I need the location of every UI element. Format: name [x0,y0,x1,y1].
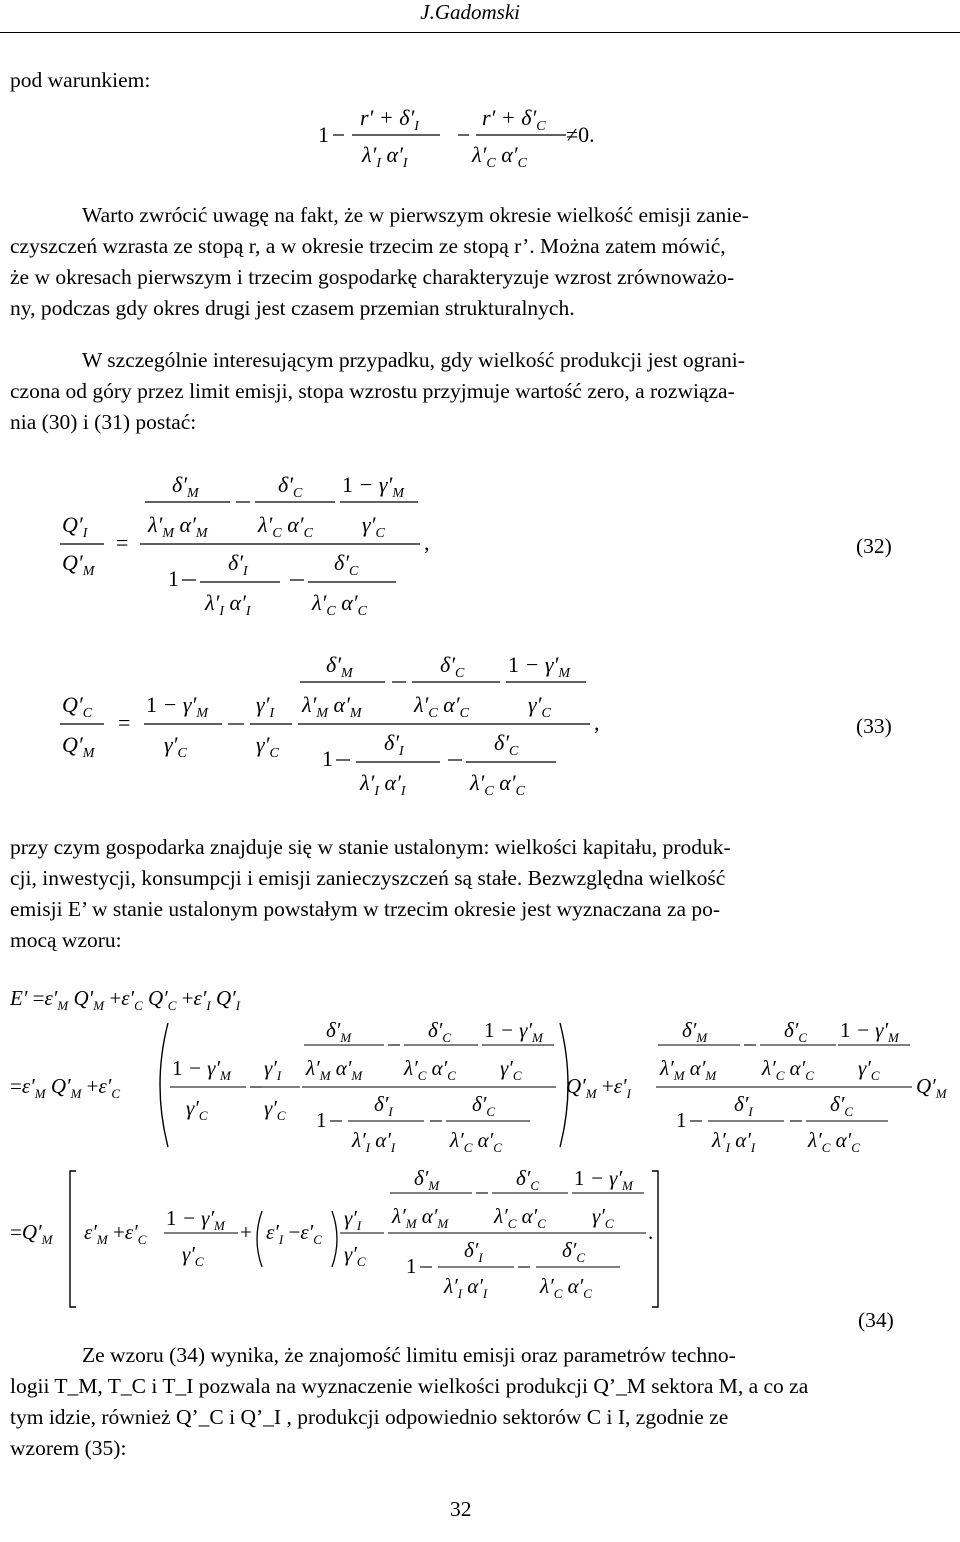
svg-text:,: , [594,710,600,735]
svg-text:λ′C α′C: $\lambda'_C$ $\alpha'_C$ [808,1128,860,1155]
p3-line-3: emisji E’ w stanie ustalonym powstałym w trzecim okresie jest wyznaczana za po- [10,897,721,921]
svg-text:Q′M: $Q'_M$ [62,732,95,761]
header-author: J.Gadomski [420,0,520,24]
p4-line-1: Ze wzoru (34) wynika, że znajomość limitu emisji oraz parametrów techno- [82,1343,736,1367]
svg-text:λ′I α′I: $\lambda'_I$ $\alpha'_I$ [444,1274,488,1301]
svg-text:Q′I: $Q'_I$ [62,512,88,541]
svg-text:λ′C α′C: $\lambda'_C$ $\alpha'_C$ [258,512,313,541]
paragraph-2 [10,345,912,438]
svg-text:1 − γ′M: $1 - \gamma'_M$ [574,1166,633,1193]
svg-text:=: = [118,710,131,735]
p2-line-2: czona od góry przez limit emisji, stopa wzrostu przyjmuje wartość zero, a rozwiąza- [10,379,735,403]
svg-text:λ′I α′I: $\lambda'_I$ $\alpha'_I$ [360,770,406,799]
p3-line-4: mocą wzoru: [10,928,122,952]
svg-text:γ′C: $\gamma'_C$ [344,1242,366,1269]
p4-line-4: wzorem (35): [10,1436,127,1460]
svg-text:γ′I: $\gamma'_I$ [264,1056,282,1083]
svg-text:Q′M: $Q'_M$ [916,1074,947,1101]
svg-text:=Q′M: $=Q'_M$ [10,1220,53,1247]
svg-text:+: + [240,1220,252,1244]
svg-text:δ′C: $\delta'_C$ [334,550,359,579]
svg-text:λ′C α′C: $\lambda'_C$ $\alpha'_C$ [414,692,469,721]
svg-text:δ′M: $\delta'_M$ [682,1018,708,1045]
equation-33 [0,640,960,810]
svg-text:=ε′M Q′M +ε′C: $=\varepsilon'_M$ $Q'_M +\varepsilon'_C$ [10,1074,121,1101]
svg-text:δ′C: $\delta'_C$ [440,652,465,681]
p2-line-3: nia (30) i (31) postać: [10,410,197,434]
svg-text:δ′M: $\delta'_M$ [414,1166,440,1193]
svg-text:,: , [424,530,430,555]
equation-33-svg [0,640,960,810]
svg-text:λ′C α′C: $\lambda'_C$ $\alpha'_C$ [470,770,525,799]
svg-text:≠0.: ≠0. [566,122,595,147]
svg-text:δ′C: $\delta'_C$ [516,1166,540,1193]
svg-text:.: . [648,1220,654,1244]
svg-text:1: 1 [318,122,329,147]
svg-text:λ′M α′M: $\lambda'_M$ $\alpha'_M$ [302,692,362,721]
p1-line-3: że w okresach pierwszym i trzecim gospodarkę charakteryzuje wzrost zrównoważo- [10,265,735,289]
paragraph-3 [10,832,912,956]
p1-line-2: czyszczeń wzrasta ze stopą r, a w okresie trzecim ze stopą r’. Można zatem mówić, [10,234,726,258]
svg-text:1: 1 [406,1254,417,1278]
svg-text:γ′C: $\gamma'_C$ [528,692,551,721]
svg-text:1 − γ′M: $1 - \gamma'_M$ [484,1018,543,1045]
svg-text:λ′M α′M: $\lambda'_M$ $\alpha'_M$ [392,1204,449,1231]
svg-text:δ′C: $\delta'_C$ [278,472,303,501]
svg-text:δ′M: $\delta'_M$ [172,472,199,501]
svg-text:ε′M +ε′C: $\varepsilon'_M +\varepsilon'_C$ [84,1220,147,1247]
svg-text:λ′I α′I: $\lambda'_I$ $\alpha'_I$ [352,1128,396,1155]
svg-text:λ′C α′C: $\lambda'_C$ $\alpha'_C$ [404,1056,456,1083]
svg-text:1 − γ′M: $1 - \gamma'_M$ [508,652,570,681]
svg-text:δ′C: $\delta'_C$ [428,1018,452,1045]
equation-34 [0,975,960,1315]
svg-text:Q′C: $Q'_C$ [62,692,93,721]
svg-text:λ′I α′I: $\lambda'_I$ $\alpha'_I$ [205,590,251,619]
svg-text:λ′C α′C: $\lambda'_C$ $\alpha'_C$ [312,590,367,619]
svg-text:=: = [116,530,129,555]
equation-32-number: (32) [856,534,892,558]
paragraph-1 [10,200,912,324]
svg-text:δ′C: $\delta'_C$ [562,1238,586,1265]
svg-text:δ′C: $\delta'_C$ [472,1092,496,1119]
svg-text:δ′I: $\delta'_I$ [464,1238,483,1265]
svg-text:δ′C: $\delta'_C$ [494,730,519,759]
svg-text:δ′C: $\delta'_C$ [830,1092,854,1119]
svg-text:γ′C: $\gamma'_C$ [256,732,279,761]
svg-text:γ′I: $\gamma'_I$ [256,692,275,721]
svg-text:λ′C α′C: $\lambda'_C$ $\alpha'_C$ [494,1204,546,1231]
svg-text:γ′C: $\gamma'_C$ [592,1204,614,1231]
p4-line-3: tym idzie, również Q’_C i Q’_I , produkcji odpowiednio sektorów C i I, zgodnie ze [10,1405,729,1429]
p4-line-2: logii T_M, T_C i T_I pozwala na wyznaczenie wielkości produkcji Q’_M sektora M, a co za [10,1374,809,1398]
svg-text:1 − γ′M: $1 - \gamma'_M$ [166,1206,225,1233]
svg-text:λ′C α′C: $\lambda'_C$ $\alpha'_C$ [472,142,527,171]
svg-text:δ′I: $\delta'_I$ [374,1092,393,1119]
svg-text:γ′C: $\gamma'_C$ [182,1242,204,1269]
svg-text:λ′C α′C: $\lambda'_C$ $\alpha'_C$ [450,1128,502,1155]
equation-32 [0,460,960,630]
svg-text:δ′I: $\delta'_I$ [734,1092,753,1119]
svg-text:δ′C: $\delta'_C$ [784,1018,808,1045]
svg-text:1: 1 [322,746,333,771]
svg-text:E′ =ε′M Q′M +ε′C Q′C +ε′I Q′I: $E' =\varepsilon'_M$ $Q'_M +\varepsilon'_C$ $Q'_C +\varepsilon'_I$ $Q'_I$ [10,986,241,1013]
svg-text:1 − γ′M: $1 - \gamma'_M$ [840,1018,899,1045]
p3-line-2: cji, inwestycji, konsumpcji i emisji zanieczyszczeń są stałe. Bezwzględna wielkość [10,866,726,890]
p2-line-1: W szczególnie interesującym przypadku, gdy wielkość produkcji jest ograni- [82,348,745,372]
paragraph-4 [10,1340,912,1464]
svg-text:Q′M +ε′I: $Q'_M +\varepsilon'_I$ [566,1074,631,1101]
svg-text:1: 1 [168,566,179,591]
svg-text:γ′C: $\gamma'_C$ [362,512,385,541]
svg-text:γ′C: $\gamma'_C$ [858,1056,880,1083]
p1-line-1: Warto zwrócić uwagę na fakt, że w pierwszym okresie wielkość emisji zanie- [82,203,749,227]
p3-line-1: przy czym gospodarka znajduje się w stanie ustalonym: wielkości kapitału, produk- [10,835,731,859]
equation-32-svg [0,460,960,630]
svg-text:λ′M α′M: $\lambda'_M$ $\alpha'_M$ [660,1056,717,1083]
condition-label: pod warunkiem: [10,68,151,92]
condition-formula [0,92,960,182]
equation-33-number: (33) [856,714,892,738]
svg-text:1 − γ′M: $1 - \gamma'_M$ [146,692,208,721]
svg-text:δ′M: $\delta'_M$ [326,1018,352,1045]
svg-text:λ′C α′C: $\lambda'_C$ $\alpha'_C$ [762,1056,814,1083]
svg-text:λ′I α′I: $\lambda'_I$ $\alpha'_I$ [712,1128,756,1155]
svg-text:γ′I: $\gamma'_I$ [344,1206,362,1233]
svg-text:δ′M: $\delta'_M$ [326,652,353,681]
svg-text:γ′C: $\gamma'_C$ [264,1096,286,1123]
svg-text:r′ + δ′C: $r' + \delta'_C$ [482,105,546,134]
svg-text:ε′I −ε′C: $\varepsilon'_I -\varepsilon'_C$ [266,1220,322,1247]
svg-text:δ′I: $\delta'_I$ [228,550,248,579]
svg-text:λ′C α′C: $\lambda'_C$ $\alpha'_C$ [540,1274,592,1301]
svg-text:γ′C: $\gamma'_C$ [164,732,187,761]
svg-text:γ′C: $\gamma'_C$ [500,1056,522,1083]
svg-text:1 − γ′M: $1 - \gamma'_M$ [342,472,404,501]
svg-text:1 − γ′M: $1 - \gamma'_M$ [172,1056,231,1083]
svg-text:1: 1 [676,1108,687,1132]
svg-text:λ′M α′M: $\lambda'_M$ $\alpha'_M$ [148,512,208,541]
svg-text:δ′I: $\delta'_I$ [384,730,404,759]
svg-text:Q′M: $Q'_M$ [62,550,95,579]
equation-34-svg [0,975,960,1315]
equation-34-number: (34) [858,1308,894,1332]
svg-text:γ′C: $\gamma'_C$ [186,1096,208,1123]
svg-text:λ′I α′I: $\lambda'_I$ $\alpha'_I$ [362,142,408,171]
p1-line-4: ny, podczas gdy okres drugi jest czasem przemian strukturalnych. [10,296,575,320]
page-number: 32 [450,1497,472,1521]
page-header [0,0,960,33]
condition-formula-svg [0,92,960,182]
svg-text:λ′M α′M: $\lambda'_M$ $\alpha'_M$ [306,1056,363,1083]
svg-text:1: 1 [316,1108,327,1132]
svg-text:r′ + δ′I: $r' + \delta'_I$ [360,105,419,134]
